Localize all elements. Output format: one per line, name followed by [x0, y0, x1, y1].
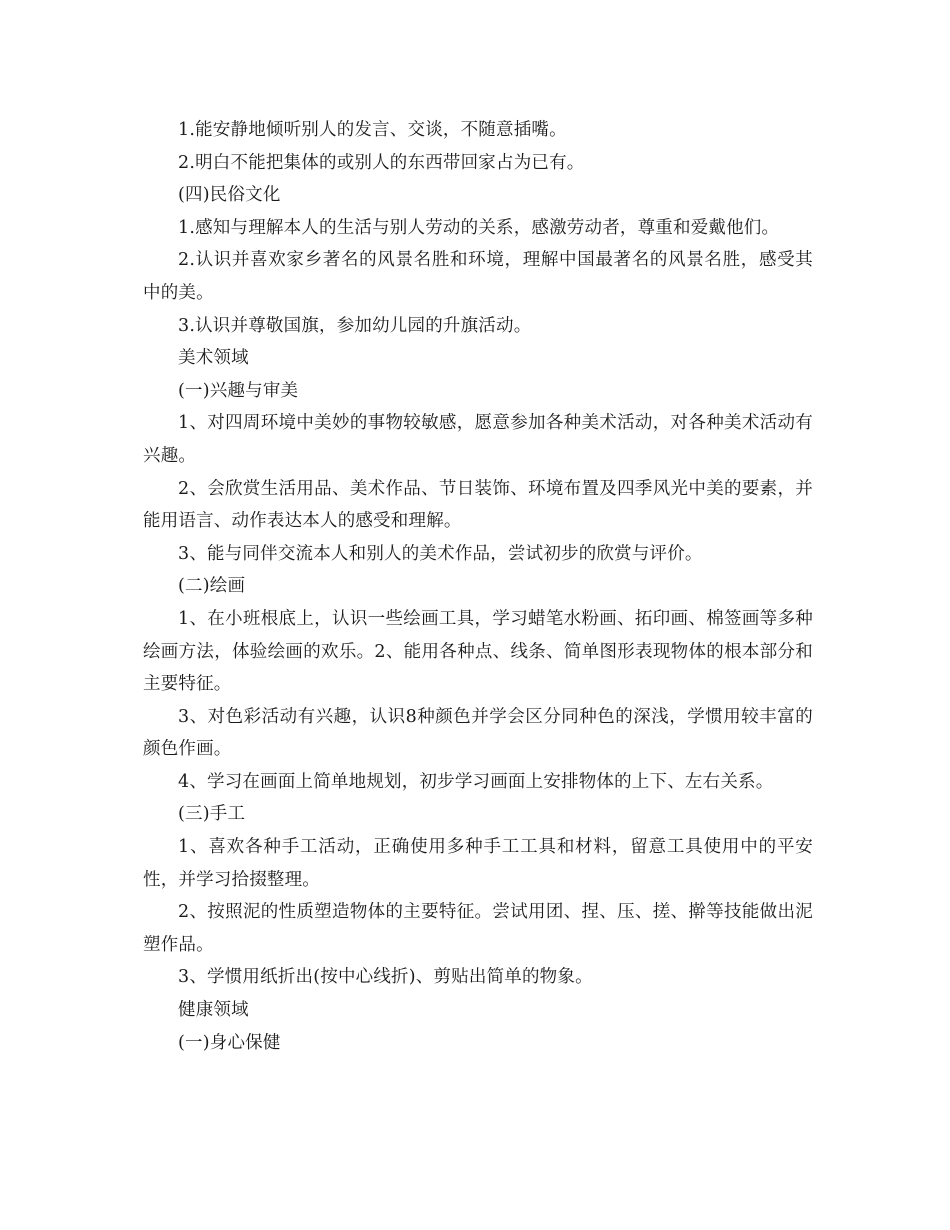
paragraph: 1.感知与理解本人的生活与别人劳动的关系，感激劳动者，尊重和爱戴他们。	[178, 217, 780, 238]
paragraph: 2、按照泥的性质塑造物体的主要特征。尝试用团、捏、压、搓、擀等技能做出泥塑作品。	[143, 902, 813, 955]
paragraph: 3、学惯用纸折出(按中心线折)、剪贴出简单的物象。	[178, 967, 593, 988]
section-heading: (二)绘画	[178, 576, 246, 597]
section-heading: (一)身心保健	[178, 1032, 281, 1053]
domain-heading: 健康领域	[178, 1000, 249, 1021]
paragraph: 2.明白不能把集体的或别人的东西带回家占为已有。	[178, 152, 585, 173]
paragraph: 1、对四周环境中美妙的事物较敏感，愿意参加各种美术活动，对各种美术活动有兴趣。	[143, 413, 813, 466]
paragraph: 2、会欣赏生活用品、美术作品、节日装饰、环境布置及四季风光中美的要素，并能用语言、动作表达本人的感受和理解。	[143, 478, 813, 532]
section-heading: (一)兴趣与审美	[178, 380, 299, 401]
paragraph: 2.认识并喜欢家乡著名的风景名胜和环境，理解中国最著名的风景名胜，感受其中的美。	[143, 250, 813, 303]
paragraph: 1.能安静地倾听别人的发言、交谈，不随意插嘴。	[178, 120, 567, 140]
paragraph: 3.认识并尊敬国旗，参加幼儿园的升旗活动。	[178, 315, 532, 336]
section-heading: (三)手工	[178, 804, 246, 825]
paragraph: 4、学习在画面上简单地规划，初步学习画面上安排物体的上下、左右关系。	[178, 771, 774, 792]
document-body	[143, 114, 813, 1059]
domain-heading: 美术领域	[178, 348, 249, 369]
section-heading: (四)民俗文化	[178, 185, 281, 206]
paragraph: 3、对色彩活动有兴趣，认识8种颜色并学会区分同种色的深浅，学惯用较丰富的颜色作画。	[143, 706, 813, 760]
paragraph: 3、能与同伴交流本人和别人的美术作品，尝试初步的欣赏与评价。	[178, 543, 703, 564]
paragraph: 1、喜欢各种手工活动，正确使用多种手工工具和材料，留意工具使用中的平安性，并学习拾掇整理。	[143, 837, 813, 890]
paragraph: 1、在小班根底上，认识一些绘画工具，学习蜡笔水粉画、拓印画、棉签画等多种绘画方法，体验绘画的欢乐。2、能用各种点、线条、简单图形表现物体的根本部分和主要特征。	[143, 608, 813, 695]
